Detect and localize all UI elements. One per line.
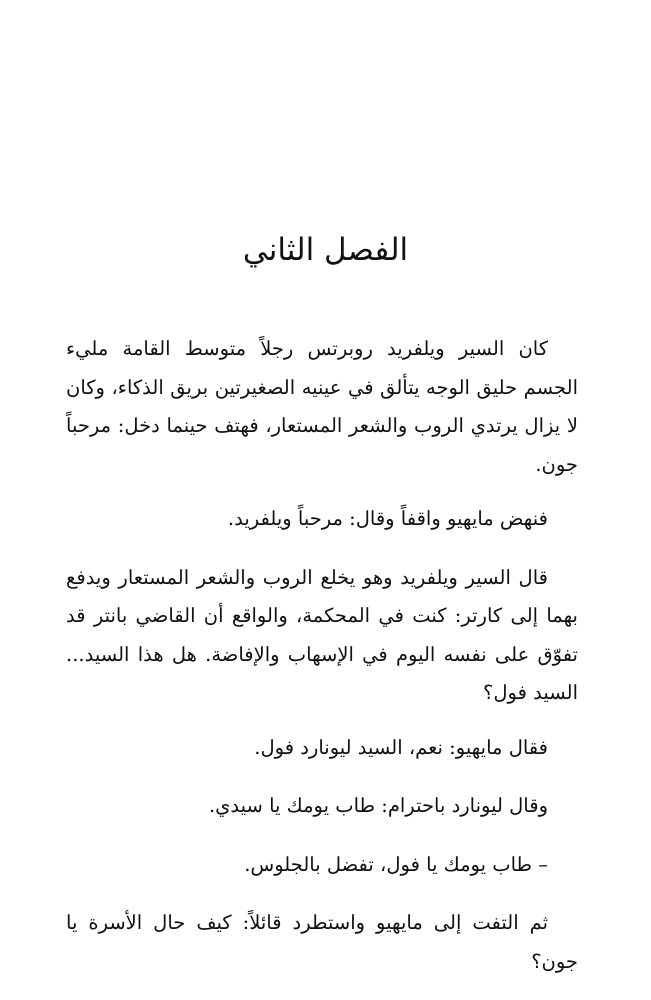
paragraph-4: فقال مايهيو: نعم، السيد ليونارد فول. bbox=[254, 735, 548, 759]
paragraph-1: كان السير ويلفريد روبرتس رجلاً متوسط القامة مليء الجسم حليق الوجه يتألق في عينيه الصغيرتين بريق الذكاء، وكان لا يزال يرتدي الروب والشعر المستعار، فهتف حينما دخل: مرحباً جون. bbox=[66, 337, 578, 476]
chapter-title: الفصل الثاني bbox=[242, 232, 409, 268]
paragraph-5: وقال ليونارد باحترام: طاب يومك يا سيدي. bbox=[208, 794, 548, 817]
paragraph-6: – طاب يومك يا فول، تفضل بالجلوس. bbox=[244, 852, 548, 876]
chapter-body bbox=[66, 330, 578, 997]
paragraph-3: قال السير ويلفريد وهو يخلع الروب والشعر المستعار ويدفع بهما إلى كارتر: كنت في المحكمة، والواقع أن القاضي بانتر قد تفوّق على نفسه اليوم في الإسهاب والإفاضة. هل هذا السيد... السيد فول؟ bbox=[66, 565, 578, 704]
paragraph-7: ثم التفت إلى مايهيو واستطرد قائلاً: كيف حال الأسرة يا جون؟ bbox=[66, 911, 578, 973]
paragraph-2: فنهض مايهيو واقفاً وقال: مرحباً ويلفريد. bbox=[227, 507, 548, 530]
